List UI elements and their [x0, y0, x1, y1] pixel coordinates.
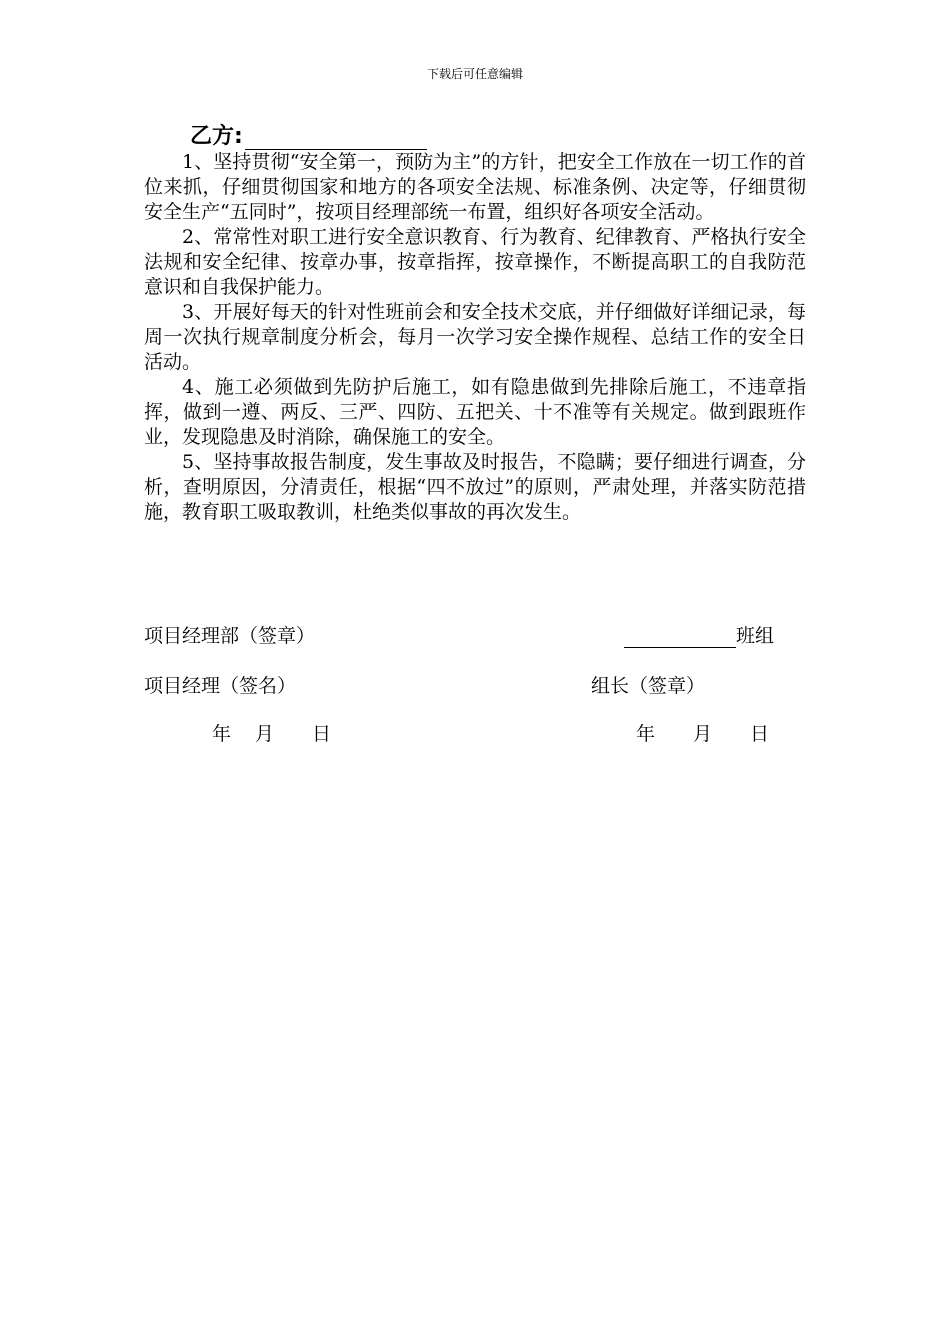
- right-date: [636, 722, 769, 746]
- party-b-label: 乙方:: [190, 124, 243, 149]
- agreement-body: [144, 150, 806, 525]
- party-b-blank: [245, 127, 427, 150]
- team-leader-seal-label: 组长（签章）: [591, 675, 706, 697]
- right-date-month: 月: [693, 723, 713, 745]
- team-line: [624, 624, 774, 648]
- page-header-note: 下载后可任意编辑: [426, 67, 523, 81]
- left-date-year: 年: [212, 723, 232, 745]
- clause-4: 4、施工必须做到先防护后施工，如有隐患做到先排除后施工，不违章指挥，做到一遵、两反、三严、四防、五把关、十不准等有关规定。做到跟班作业，发现隐患及时消除，确保施工的安全。: [144, 376, 806, 448]
- project-dept-seal-label: 项目经理部（签章）: [144, 625, 316, 647]
- clause-1: 1、坚持贯彻“安全第一，预防为主”的方针，把安全工作放在一切工作的首位来抓，仔细贯彻国家和地方的各项安全法规、标准条例、决定等，仔细贯彻安全生产“五同时”，按项目经理部统一布置，组织好各项安全活动。: [144, 151, 806, 223]
- left-date: [212, 722, 331, 746]
- left-date-month: 月: [255, 723, 275, 745]
- party-b-line: [190, 124, 427, 150]
- team-name-blank: [624, 628, 736, 648]
- team-suffix: 班组: [736, 625, 775, 647]
- clause-2: 2、常常性对职工进行安全意识教育、行为教育、纪律教育、严格执行安全法规和安全纪律、按章办事，按章指挥，按章操作，不断提高职工的自我防范意识和自我保护能力。: [144, 226, 806, 298]
- left-date-day: 日: [312, 723, 332, 745]
- project-manager-sign-label: 项目经理（签名）: [144, 675, 297, 697]
- right-date-day: 日: [750, 723, 770, 745]
- clause-3: 3、开展好每天的针对性班前会和安全技术交底，并仔细做好详细记录，每周一次执行规章制度分析会，每月一次学习安全操作规程、总结工作的安全日活动。: [144, 301, 806, 373]
- right-date-year: 年: [636, 723, 656, 745]
- clause-5: 5、坚持事故报告制度，发生事故及时报告，不隐瞒；要仔细进行调查，分析，查明原因，分清责任，根据“四不放过”的原则，严肃处理，并落实防范措施，教育职工吸取教训，杜绝类似事故的再次发生。: [144, 451, 806, 523]
